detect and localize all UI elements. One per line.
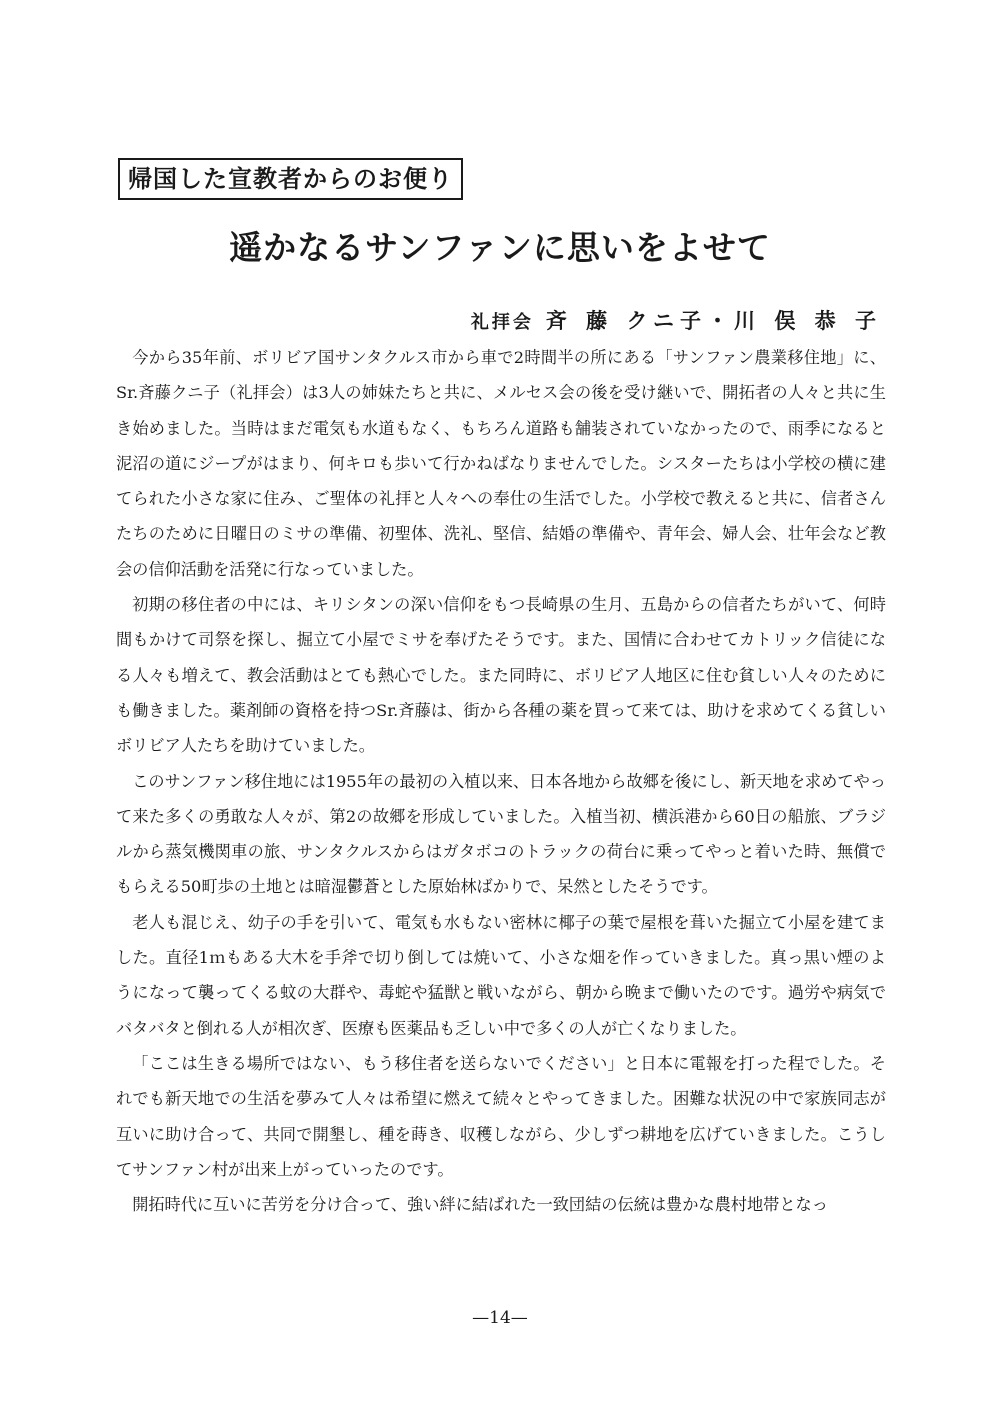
article-body xyxy=(116,340,886,1222)
author-names: 斉 藤 クニ子・川 俣 恭 子 xyxy=(545,309,882,333)
author-organization: 礼拝会 xyxy=(470,312,534,333)
paragraph: 初期の移住者の中には、キリシタンの深い信仰をもつ長崎県の生月、五島からの信者たちがいて、何時間もかけて司祭を探し、掘立て小屋でミサを奉げたそうです。また、国情に合わせてカトリック信徒になる人々も増えて、教会活動はとても熱心でした。また同時に、ボリビア人地区に住む貧しい人々のためにも働きました。薬剤師の資格を持つSr.斉藤は、街から各種の薬を買って来ては、助けを求めてくる貧しいボリビア人たちを助けていました。 xyxy=(116,595,886,756)
section-label: 帰国した宣教者からのお便り xyxy=(118,158,463,200)
paragraph: 老人も混じえ、幼子の手を引いて、電気も水もない密林に椰子の葉で屋根を葺いた掘立て小屋を建てました。直径1ｍもある大木を手斧で切り倒しては焼いて、小さな畑を作っていきました。真っ黒い煙のようになって襲ってくる蚊の大群や、毒蛇や猛獣と戦いながら、朝から晩まで働いたのです。過労や病気でバタバタと倒れる人が相次ぎ、医療も医薬品も乏しい中で多くの人が亡くなりました。 xyxy=(116,912,886,1038)
page-number: —14— xyxy=(472,1308,528,1328)
paragraph: 「ここは生きる場所ではない、もう移住者を送らないでください」と日本に電報を打った程でした。それでも新天地での生活を夢みて人々は希望に燃えて続々とやってきました。困難な状況の中で家族同志が互いに助け合って、共同で開墾し、種を蒔き、収穫しながら、少しずつ耕地を広げていきました。こうしてサンファン村が出来上がっていったのです。 xyxy=(116,1053,886,1179)
article-title: 遥かなるサンファンに思いをよせて xyxy=(229,228,771,267)
paragraph: 開拓時代に互いに苦労を分け合って、強い絆に結ばれた一致団結の伝統は豊かな農村地帯となっ xyxy=(132,1195,828,1215)
author-line xyxy=(471,306,882,338)
paragraph: 今から35年前、ボリビア国サンタクルス市から車で2時間半の所にある「サンファン農業移住地」に、Sr.斉藤クニ子（礼拝会）は3人の姉妹たちと共に、メルセス会の後を受け継いで、開拓者の人々と共に生き始めました。当時はまだ電気も水道もなく、もちろん道路も舗装されていなかったので、雨季になると泥沼の道にジープがはまり、何キロも歩いて行かねばなりませんでした。シスターたちは小学校の横に建てられた小さな家に住み、ご聖体の礼拝と人々への奉仕の生活でした。小学校で教えると共に、信者さんたちのために日曜日のミサの準備、初聖体、洗礼、堅信、結婚の準備や、青年会、婦人会、壮年会など教会の信仰活動を活発に行なっていました。 xyxy=(116,348,886,579)
paragraph: このサンファン移住地には1955年の最初の入植以来、日本各地から故郷を後にし、新天地を求めてやって来た多くの勇敢な人々が、第2の故郷を形成していました。入植当初、横浜港から60日の船旅、ブラジルから蒸気機関車の旅、サンタクルスからはガタボコのトラックの荷台に乗ってやっと着いた時、無償でもらえる50町歩の土地とは暗湿鬱蒼とした原始林ばかりで、呆然としたそうです。 xyxy=(116,771,886,897)
